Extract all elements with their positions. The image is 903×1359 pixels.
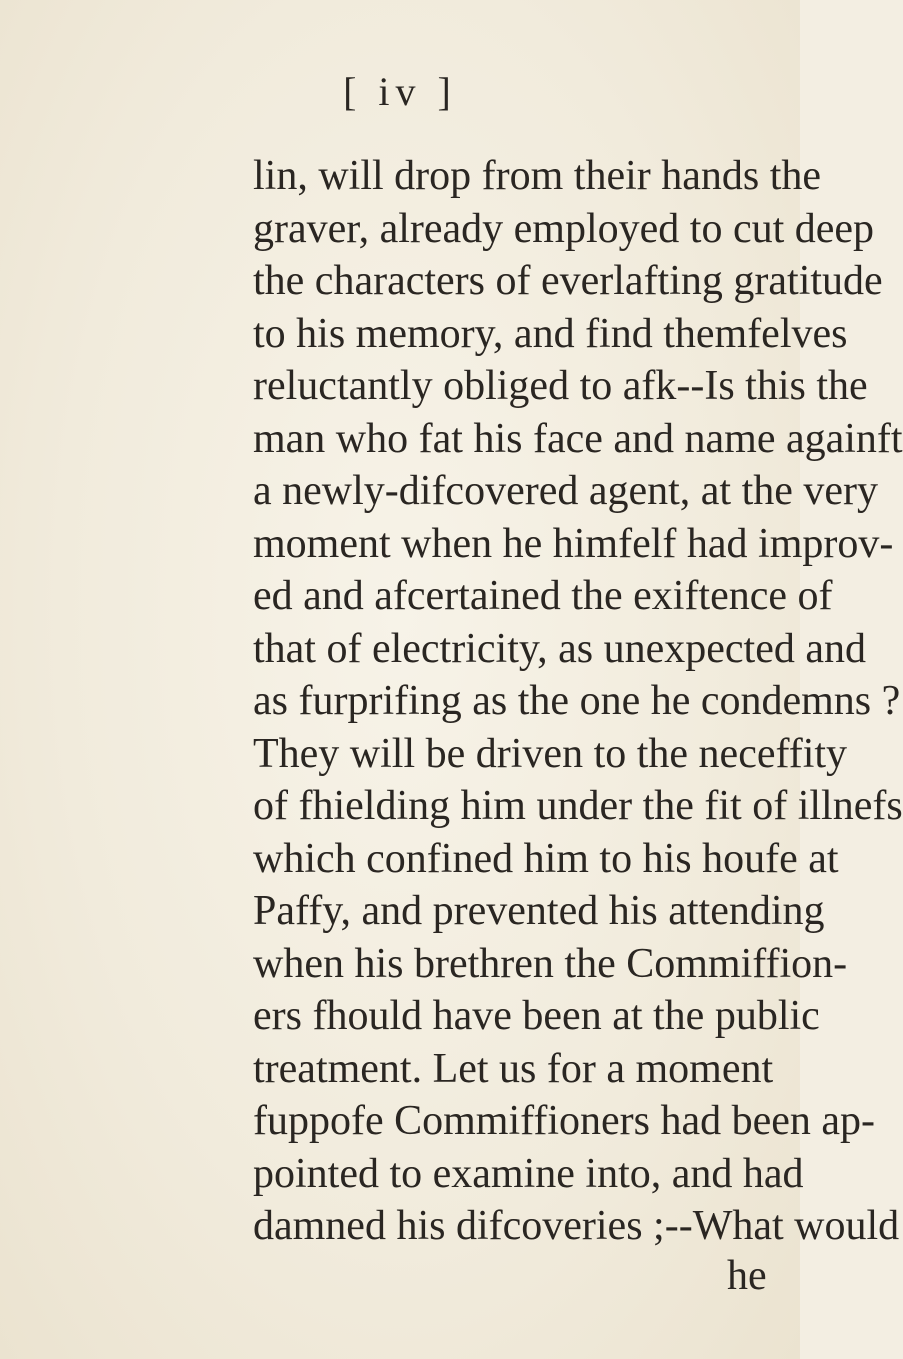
text-line: of fhielding him under the fit of illnefs xyxy=(253,783,903,829)
text-line: graver, already employed to cut deep xyxy=(253,205,875,252)
text-line: that of electricity, as unexpected and xyxy=(253,625,866,672)
text-line: fuppofe Commiffioners had been ap- xyxy=(253,1098,876,1144)
text-line: reluctantly obliged to afk--Is this the xyxy=(253,363,868,409)
text-line: ed and afcertained the exiftence of xyxy=(253,573,833,619)
text-line: man who fat his face and name againft xyxy=(253,415,903,462)
page-number: [ iv ] xyxy=(343,69,457,114)
text-line: the characters of everlafting gratitude xyxy=(253,258,883,304)
body-text xyxy=(0,150,903,1253)
text-line: lin, will drop from their hands the xyxy=(253,153,822,199)
text-line: They will be driven to the neceffity xyxy=(253,730,848,777)
text-line: damned his difcoveries ;--What would xyxy=(253,1203,900,1249)
text-line: treatment. Let us for a moment xyxy=(253,1045,774,1092)
text-line: moment when he himfelf had improv- xyxy=(253,520,894,567)
text-line: which confined him to his houfe at xyxy=(253,835,839,882)
text-line: as furprifing as the one he condemns ? xyxy=(253,678,901,724)
text-line: a newly-difcovered agent, at the very xyxy=(253,468,879,514)
text-line: when his brethren the Commiffion- xyxy=(253,940,848,987)
catchword: he xyxy=(727,1253,767,1299)
text-line: to his memory, and find themfelves xyxy=(253,310,848,357)
text-line: ers fhould have been at the public xyxy=(253,993,820,1039)
text-line: pointed to examine into, and had xyxy=(253,1150,804,1197)
text-line: Paffy, and prevented his attending xyxy=(253,888,825,934)
